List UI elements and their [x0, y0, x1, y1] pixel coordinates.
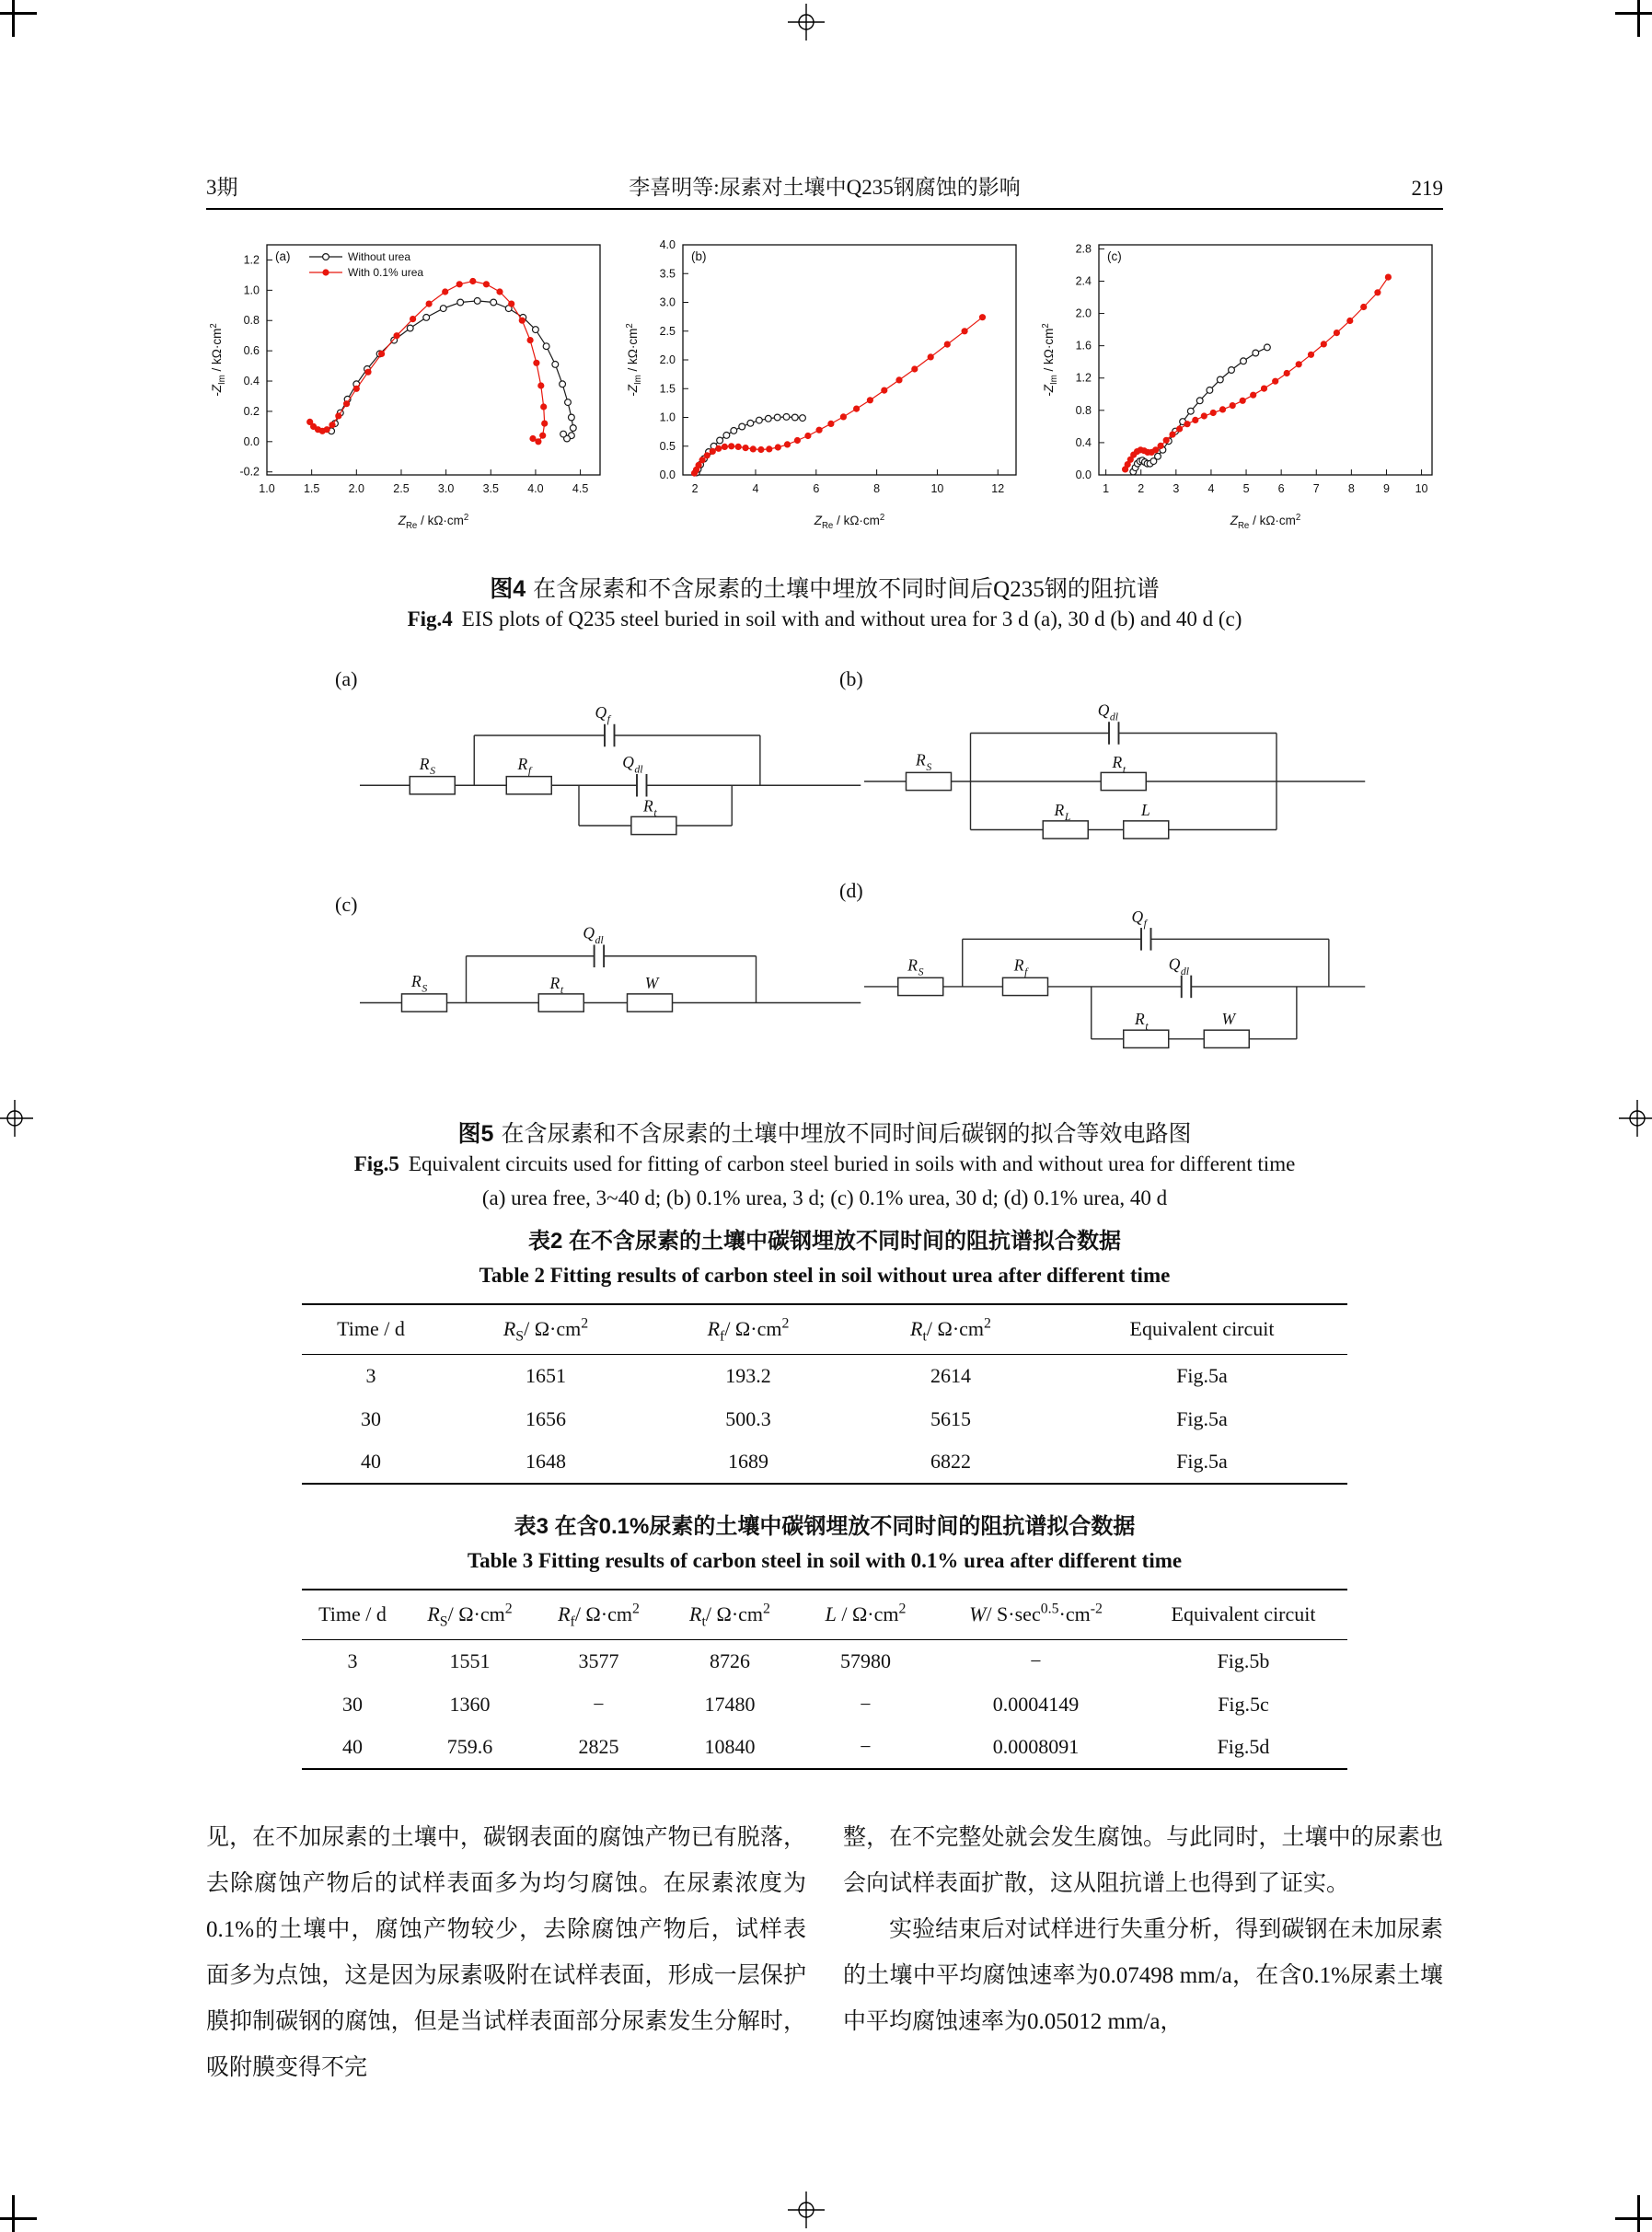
table-row — [302, 1726, 1347, 1769]
resistor-rs — [898, 977, 943, 995]
label-rl-sub: L — [1064, 810, 1071, 823]
label-rf-sub: f — [527, 764, 532, 777]
cell: 193.2 — [725, 1363, 771, 1387]
issue-number: 3期 — [206, 176, 238, 199]
circuit-d — [839, 879, 1373, 1083]
cell: 1689 — [728, 1450, 768, 1473]
svg-text:1.0: 1.0 — [659, 411, 676, 424]
table2-section — [206, 1226, 1443, 1485]
col-header-rt: $R_t/$ $\Omega\cdot cm^2$ — [845, 1304, 1057, 1354]
circuit-c — [335, 893, 869, 1051]
circuit-d-diagram — [858, 908, 1373, 1083]
svg-text:0.2: 0.2 — [243, 404, 260, 418]
table3-grid — [302, 1589, 1347, 1770]
svg-text:2.4: 2.4 — [1075, 274, 1092, 288]
resistor-rt — [1124, 1030, 1169, 1047]
col-header-rt: $R_t/$ $\Omega\cdot cm^2$ — [661, 1590, 799, 1639]
label-qdl: Q — [1097, 700, 1110, 720]
svg-text:4.0: 4.0 — [659, 238, 676, 251]
label-qf-sub: f — [1143, 917, 1147, 931]
svg-text:1.0: 1.0 — [243, 283, 260, 297]
label-qdl-sub: dl — [1109, 710, 1119, 723]
table3-title-en: Table 3 Fitting results of carbon steel in soil with 0.1% urea after different time — [467, 1549, 1183, 1572]
col-header-rf: $R_f/$ $\Omega\cdot cm^2$ — [537, 1590, 661, 1639]
circuit-c-diagram — [353, 922, 869, 1051]
svg-text:1.5: 1.5 — [303, 482, 320, 495]
svg-text:2.0: 2.0 — [659, 353, 676, 366]
table-row — [302, 1683, 1347, 1726]
col-header-rs: $R_S/$ $\Omega\cdot cm^2$ — [403, 1590, 537, 1639]
page-number: 219 — [1411, 177, 1443, 200]
svg-text:0.8: 0.8 — [1075, 403, 1092, 417]
cell: Fig.5a — [1176, 1450, 1228, 1473]
cell: 1360 — [449, 1692, 491, 1716]
figure4-caption-cn-text: 在含尿素和不含尿素的土壤中埋放不同时间后Q235钢的阻抗谱 — [533, 577, 1160, 602]
crop-mark — [1615, 12, 1652, 15]
figure5-caption-cn — [206, 1116, 1443, 1149]
label-w: W — [1221, 1010, 1236, 1029]
svg-text:(a): (a) — [275, 249, 291, 263]
svg-text:0.4: 0.4 — [1075, 435, 1092, 449]
label-qf: Q — [595, 702, 607, 722]
label-rs-sub: S — [422, 981, 428, 995]
label-w: W — [644, 973, 659, 992]
svg-text:2.0: 2.0 — [1075, 306, 1092, 320]
label-qdl: Q — [1168, 954, 1181, 974]
svg-text:4: 4 — [1207, 482, 1215, 495]
figure5-caption-en2: (a) urea free, 3~40 d; (b) 0.1% urea, 3 d; (c) 0.1% urea, 30 d; (d) 0.1% urea, 40 d — [481, 1186, 1168, 1209]
svg-text:6: 6 — [813, 482, 820, 495]
cell: Fig.5b — [1217, 1648, 1270, 1672]
paragraph: 实验结束后对试样进行失重分析，得到碳钢在未加尿素的土壤中平均腐蚀速率为0.07498 mm/a，在含0.1%尿素土壤中平均腐蚀速率为0.05012 mm/a， — [843, 1917, 1443, 2034]
figure5-label-cn: 图5 — [457, 1121, 494, 1147]
label-qf: Q — [1131, 908, 1144, 926]
registration-mark — [0, 1098, 35, 1139]
cell: 0.0008091 — [992, 1735, 1080, 1758]
cell: − — [860, 1735, 872, 1758]
svg-text:-ZIm / kΩ·cm2: $-Z_{Im} / k\Omega\cdot cm^2$ — [624, 323, 643, 397]
label-rs: R — [907, 955, 918, 975]
cell: 3577 — [578, 1648, 619, 1672]
svg-text:0.0: 0.0 — [659, 468, 676, 481]
label-rt-sub: t — [1145, 1019, 1149, 1033]
table-row — [302, 1440, 1347, 1484]
circuit-b — [839, 667, 1373, 866]
cell: − — [593, 1692, 605, 1716]
circuit-a — [335, 667, 869, 858]
col-header-circuit: Equivalent circuit — [1057, 1304, 1347, 1354]
text-column-right — [843, 1815, 1443, 2091]
cell: 40 — [342, 1735, 363, 1758]
cell: 8726 — [710, 1648, 750, 1672]
resistor-rs — [402, 994, 447, 1012]
svg-text:12: 12 — [991, 482, 1005, 495]
label-rs: R — [411, 972, 422, 990]
cell: 1551 — [449, 1648, 491, 1672]
paragraph: 整，在不完整处就会发生腐蚀。与此同时，土壤中的尿素也会向试样表面扩散，这从阻抗谱上也得到了证实。 — [843, 1825, 1443, 1896]
label-rs-sub: S — [430, 764, 436, 777]
warburg-w — [628, 994, 673, 1012]
cell: 10840 — [704, 1735, 756, 1758]
resistor-rl — [1043, 821, 1088, 838]
registration-mark — [1617, 1098, 1652, 1139]
cell: 6822 — [930, 1450, 971, 1473]
circuit-b-tag: (b) — [839, 667, 863, 690]
cell: 40 — [361, 1450, 381, 1473]
svg-text:-ZIm / kΩ·cm2: $-Z_{Im} / k\Omega\cdot cm^2$ — [1040, 323, 1059, 397]
cell: 30 — [342, 1692, 363, 1716]
cell: 57980 — [840, 1648, 891, 1672]
table3-section — [206, 1511, 1443, 1770]
svg-text:3.5: 3.5 — [659, 267, 676, 281]
svg-text:1: 1 — [1103, 482, 1110, 495]
svg-text:With 0.1% urea: With 0.1% urea — [348, 266, 424, 279]
svg-text:3.5: 3.5 — [482, 482, 499, 495]
circuit-d-tag: (d) — [839, 879, 863, 902]
col-header-w: W/ $S\cdot\sec^{0.5}\cdot cm^{-2}$ — [932, 1590, 1139, 1639]
body-text — [206, 1815, 1443, 2091]
crop-mark — [12, 0, 15, 37]
cell: 759.6 — [446, 1735, 493, 1758]
cell: Fig.5a — [1176, 1363, 1228, 1387]
figure4-caption-cn — [206, 571, 1443, 604]
circuit-c-tag: (c) — [335, 893, 358, 916]
col-header-time: Time / d — [302, 1590, 403, 1639]
crop-mark — [0, 12, 37, 15]
figure5-label-en: Fig.5 — [353, 1152, 399, 1175]
figure4-caption-en-text: EIS plots of Q235 steel buried in soil with and without urea for 3 d (a), 30 d (b) and 40 d (c) — [461, 607, 1242, 630]
inductor-l — [1124, 821, 1169, 838]
label-rt: R — [1135, 1010, 1145, 1029]
svg-text:0.5: 0.5 — [659, 439, 676, 453]
figure5-circuits — [206, 658, 1443, 1100]
cell: 0.0004149 — [992, 1692, 1080, 1716]
cell: 2825 — [578, 1735, 619, 1758]
svg-text:ZRe / kΩ·cm2: $Z_{Re} / k\Omega\cdot cm^2$ — [814, 512, 885, 531]
resistor-rf — [1003, 977, 1048, 995]
svg-text:3: 3 — [1173, 482, 1180, 495]
resistor-rs — [907, 772, 952, 790]
col-header-rf: $R_f/$ $\Omega\cdot cm^2$ — [652, 1304, 845, 1354]
svg-text:6: 6 — [1277, 482, 1285, 495]
cell: − — [860, 1692, 872, 1716]
label-rf-sub: f — [1024, 965, 1028, 978]
cell: 2614 — [930, 1363, 971, 1387]
svg-text:1.5: 1.5 — [659, 382, 676, 396]
label-rs-sub: S — [918, 965, 924, 978]
svg-text:0.8: 0.8 — [243, 314, 260, 328]
circuit-b-diagram — [858, 697, 1373, 866]
warburg-w — [1204, 1030, 1249, 1047]
resistor-rt — [538, 994, 583, 1012]
label-rs-sub: S — [926, 759, 932, 773]
svg-text:5: 5 — [1242, 482, 1250, 495]
label-l: L — [1141, 800, 1150, 819]
label-qdl: Q — [583, 923, 595, 943]
svg-text:4: 4 — [752, 482, 759, 495]
resistor-rf — [506, 777, 551, 794]
svg-text:2.5: 2.5 — [659, 324, 676, 338]
svg-text:3.0: 3.0 — [437, 482, 455, 495]
table2-title-en: Table 2 Fitting results of carbon steel in soil without urea after different time — [479, 1264, 1171, 1287]
table-row — [302, 1639, 1347, 1683]
label-rt-sub: t — [560, 983, 564, 996]
svg-text:2.0: 2.0 — [348, 482, 365, 495]
figure4-label-en: Fig.4 — [407, 607, 453, 630]
cell: 3 — [347, 1648, 358, 1672]
paragraph: 见，在不加尿素的土壤中，碳钢表面的腐蚀产物已有脱落，去除腐蚀产物后的试样表面多为均匀腐蚀。在尿素浓度为0.1%的土壤中，腐蚀产物较少，去除腐蚀产物后，试样表面多为点蚀，这是因为尿素吸附在试样表面，形成一层保护膜抑制碳钢的腐蚀，但是当试样表面部分尿素发生分解时，吸附膜变得不完 — [206, 1825, 806, 2080]
crop-mark — [1637, 2195, 1640, 2232]
svg-text:Without urea: Without urea — [348, 250, 411, 263]
label-rf: R — [517, 754, 528, 773]
label-rf: R — [1013, 955, 1024, 975]
label-rs: R — [419, 754, 430, 773]
table2-title-cn: 表2 在不含尿素的土壤中碳钢埋放不同时间的阻抗谱拟合数据 — [527, 1229, 1121, 1254]
table2-header-row — [302, 1304, 1347, 1354]
label-rt: R — [643, 796, 653, 815]
cell: Fig.5c — [1218, 1692, 1269, 1716]
svg-text:-ZIm / kΩ·cm2: $-Z_{Im} / k\Omega\cdot cm^2$ — [208, 323, 227, 397]
label-qf-sub: f — [607, 712, 610, 725]
svg-text:10: 10 — [1415, 482, 1428, 495]
svg-text:0.0: 0.0 — [243, 434, 260, 448]
label-rs: R — [916, 750, 926, 769]
figure5-caption-en-text: Equivalent circuits used for fitting of carbon steel buried in soils with and without urea for different time — [408, 1152, 1296, 1175]
cell: 30 — [361, 1406, 381, 1430]
label-rt-sub: t — [1122, 762, 1126, 776]
label-qdl-sub: dl — [1180, 964, 1190, 977]
crop-mark — [1615, 2217, 1652, 2220]
registration-mark — [786, 2190, 826, 2230]
col-header-l: $L / \Omega\cdot cm^2$ — [799, 1590, 932, 1639]
col-header-rs: $R_S/$ $\Omega\cdot cm^2$ — [440, 1304, 652, 1354]
cell: 3 — [365, 1363, 376, 1387]
eis-plot-b — [622, 228, 1027, 534]
svg-text:0.6: 0.6 — [243, 344, 260, 358]
crop-mark — [12, 2195, 15, 2232]
svg-text:3.0: 3.0 — [659, 295, 676, 309]
svg-text:ZRe / kΩ·cm2: $Z_{Re} / k\Omega\cdot cm^2$ — [1230, 512, 1301, 531]
table3-title-cn: 表3 在含0.1%尿素的土壤中碳钢埋放不同时间的阻抗谱拟合数据 — [514, 1514, 1136, 1539]
label-qdl-sub: dl — [595, 932, 604, 946]
cell: 500.3 — [725, 1406, 771, 1430]
svg-text:(c): (c) — [1107, 249, 1122, 263]
svg-text:1.2: 1.2 — [243, 253, 260, 267]
svg-text:2: 2 — [1138, 482, 1145, 495]
label-rt-sub: t — [653, 805, 657, 819]
svg-text:2: 2 — [691, 482, 699, 495]
figure4-label-cn: 图4 — [490, 576, 526, 602]
table2-grid — [302, 1303, 1347, 1485]
svg-text:ZRe / kΩ·cm2: $Z_{Re} / k\Omega\cdot cm^2$ — [398, 512, 469, 531]
cell: − — [1030, 1648, 1042, 1672]
svg-text:4.5: 4.5 — [572, 482, 589, 495]
circuit-a-tag: (a) — [335, 667, 358, 690]
resistor-rt — [631, 816, 676, 834]
svg-text:-0.2: -0.2 — [239, 465, 260, 479]
svg-text:9: 9 — [1382, 482, 1390, 495]
svg-text:0.0: 0.0 — [1075, 468, 1092, 481]
crop-mark — [0, 2217, 37, 2220]
svg-text:8: 8 — [873, 482, 881, 495]
resistor-rs — [410, 777, 455, 794]
text-column-left — [206, 1815, 806, 2091]
cell: 1656 — [526, 1406, 566, 1430]
cell: 1648 — [526, 1450, 566, 1473]
svg-text:4.0: 4.0 — [527, 482, 544, 495]
table-row — [302, 1354, 1347, 1397]
crop-mark — [1637, 0, 1640, 37]
svg-text:1.0: 1.0 — [259, 482, 275, 495]
page-header — [206, 169, 1443, 210]
table3-header-row — [302, 1590, 1347, 1639]
circuit-a-diagram — [353, 697, 869, 858]
cell: 17480 — [704, 1692, 756, 1716]
cell: 1651 — [526, 1363, 566, 1387]
figure4-charts — [206, 228, 1443, 534]
svg-text:0.4: 0.4 — [243, 375, 260, 388]
running-title: 李喜明等:尿素对土壤中Q235钢腐蚀的影响 — [629, 176, 1021, 199]
svg-text:7: 7 — [1312, 482, 1320, 495]
label-rl: R — [1054, 800, 1065, 819]
svg-text:(b): (b) — [691, 249, 707, 263]
table-row — [302, 1397, 1347, 1440]
svg-text:10: 10 — [930, 482, 944, 495]
label-qdl-sub: dl — [634, 762, 643, 776]
svg-text:1.2: 1.2 — [1075, 371, 1092, 385]
eis-plot-a — [206, 228, 611, 534]
cell: Fig.5a — [1176, 1406, 1228, 1430]
label-rt: R — [549, 973, 560, 992]
label-qdl: Q — [622, 753, 634, 771]
svg-text:2.5: 2.5 — [393, 482, 410, 495]
svg-text:1.6: 1.6 — [1075, 339, 1092, 353]
col-header-circuit: Equivalent circuit — [1139, 1590, 1347, 1639]
label-rt: R — [1112, 753, 1123, 772]
svg-text:8: 8 — [1347, 482, 1355, 495]
cell: Fig.5d — [1217, 1735, 1270, 1758]
col-header-time: Time / d — [302, 1304, 440, 1354]
registration-mark — [786, 2, 826, 42]
cell: 5615 — [930, 1406, 971, 1430]
figure5-caption-cn-text: 在含尿素和不含尿素的土壤中埋放不同时间后碳钢的拟合等效电路图 — [501, 1122, 1192, 1147]
figure4-caption-en — [206, 607, 1443, 631]
eis-plot-c — [1038, 228, 1443, 534]
svg-text:2.8: 2.8 — [1075, 242, 1092, 256]
figure5-caption-en — [206, 1152, 1443, 1176]
